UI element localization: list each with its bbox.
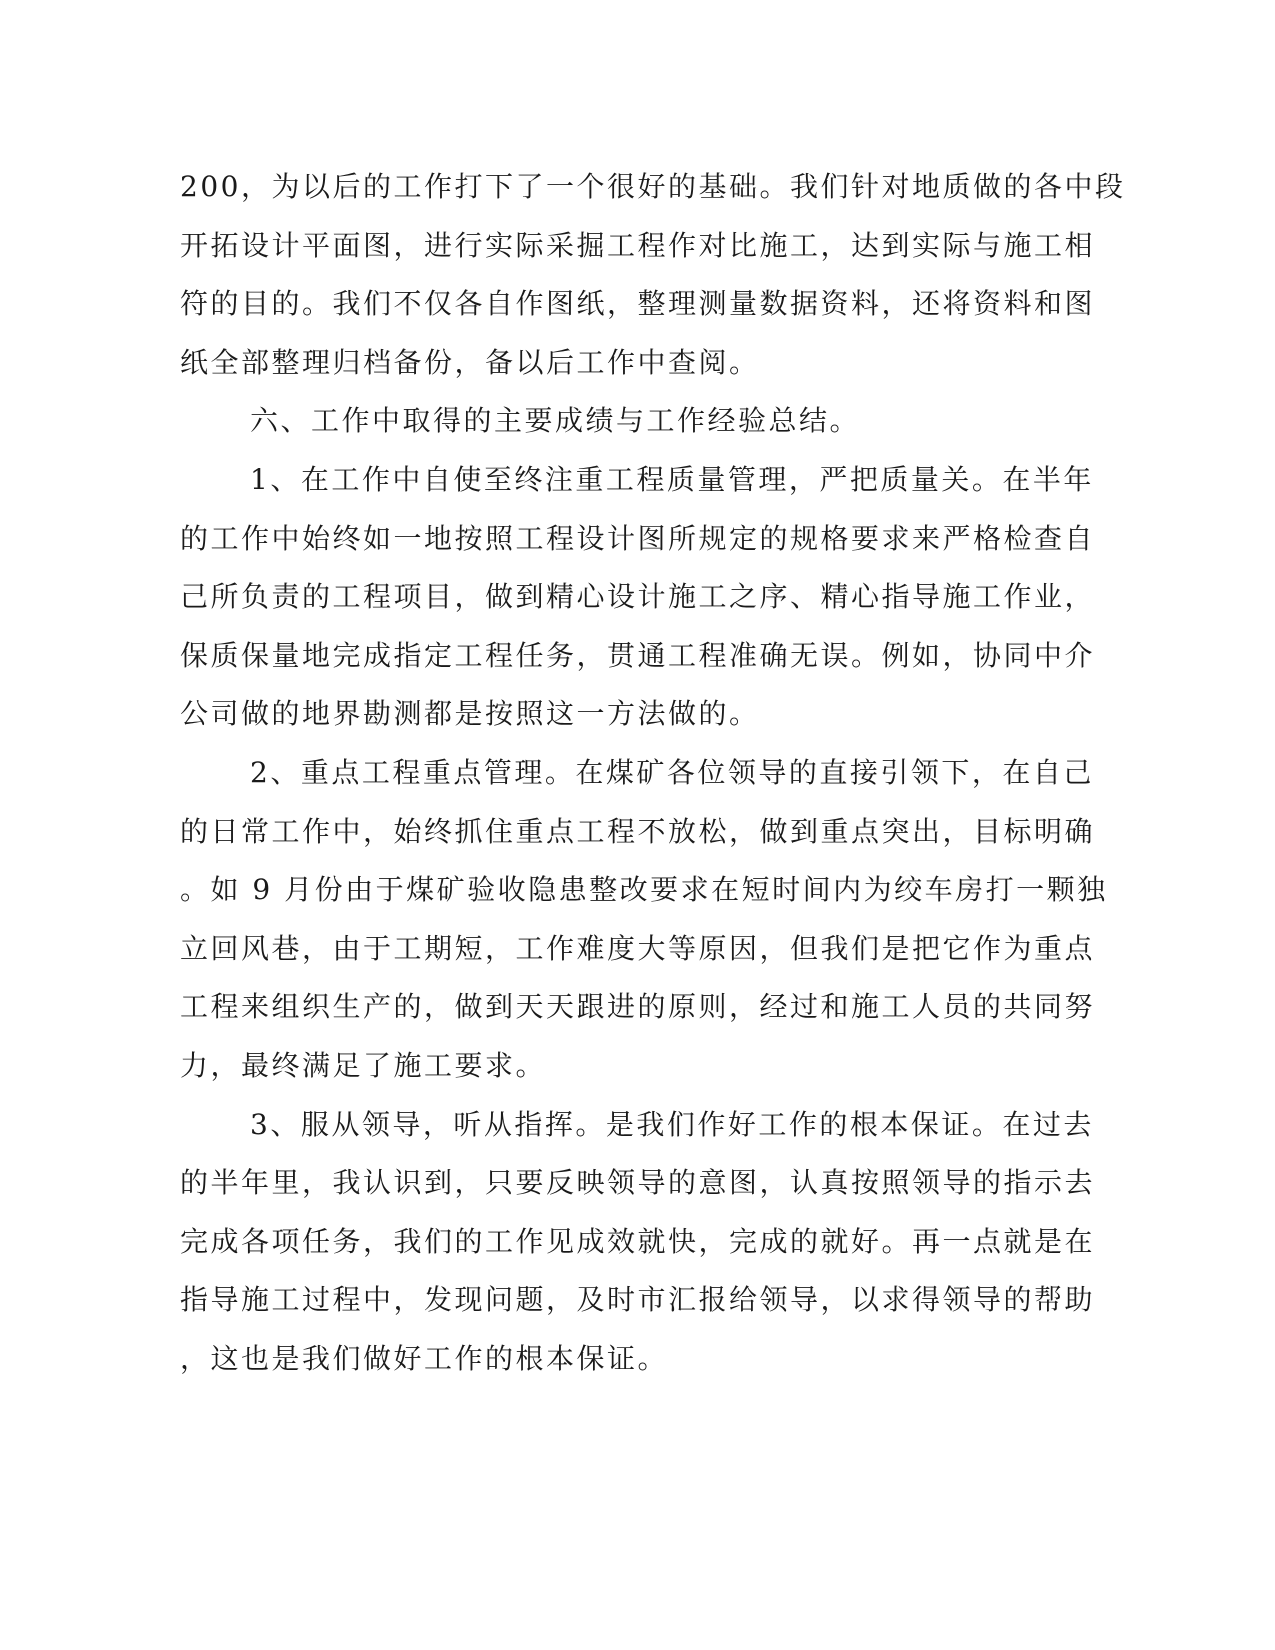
text-line: 纸全部整理归档备份，备以后工作中查阅。 xyxy=(180,345,760,379)
section-heading: 六、工作中取得的主要成绩与工作经验总结。 xyxy=(250,404,861,438)
text-line: 己所负责的工程项目，做到精心设计施工之序、精心指导施工作业， xyxy=(180,580,1096,614)
text-line: 符的目的。我们不仅各自作图纸，整理测量数据资料，还将资料和图 xyxy=(180,287,1096,321)
text-line: 保质保量地完成指定工程任务，贯通工程准确无误。例如，协同中介 xyxy=(180,638,1096,672)
text-line: 的日常工作中，始终抓住重点工程不放松，做到重点突出，目标明确 xyxy=(180,814,1096,848)
text-line: 力，最终满足了施工要求。 xyxy=(180,1048,547,1082)
text-line: 200，为以后的工作打下了一个很好的基础。我们针对地质做的各中段 xyxy=(180,170,1126,203)
document-body xyxy=(180,158,1126,1388)
text-line: 3、服从领导，听从指挥。是我们作好工作的根本保证。在过去 xyxy=(250,1107,1094,1141)
text-line: 工程来组织生产的，做到天天跟进的原则，经过和施工人员的共同努 xyxy=(180,990,1096,1024)
text-line: ，这也是我们做好工作的根本保证。 xyxy=(180,1341,669,1375)
text-line: 。如 9 月份由于煤矿验收隐患整改要求在短时间内为绞车房打一颗独 xyxy=(180,873,1108,907)
text-line: 的工作中始终如一地按照工程设计图所规定的规格要求来严格检查自 xyxy=(180,521,1096,555)
text-line: 开拓设计平面图，进行实际采掘工程作对比施工，达到实际与施工相 xyxy=(180,228,1096,262)
text-line: 2、重点工程重点管理。在煤矿各位领导的直接引领下，在自己 xyxy=(250,755,1094,789)
text-line: 完成各项任务，我们的工作见成效就快，完成的就好。再一点就是在 xyxy=(180,1224,1096,1258)
text-line: 公司做的地界勘测都是按照这一方法做的。 xyxy=(180,697,760,731)
text-line: 指导施工过程中，发现问题，及时市汇报给领导，以求得领导的帮助 xyxy=(180,1283,1096,1317)
text-line: 1、在工作中自使至终注重工程质量管理，严把质量关。在半年 xyxy=(250,462,1094,496)
text-line: 的半年里，我认识到，只要反映领导的意图，认真按照领导的指示去 xyxy=(180,1166,1096,1200)
text-line: 立回风巷，由于工期短，工作难度大等原因，但我们是把它作为重点 xyxy=(180,931,1096,965)
